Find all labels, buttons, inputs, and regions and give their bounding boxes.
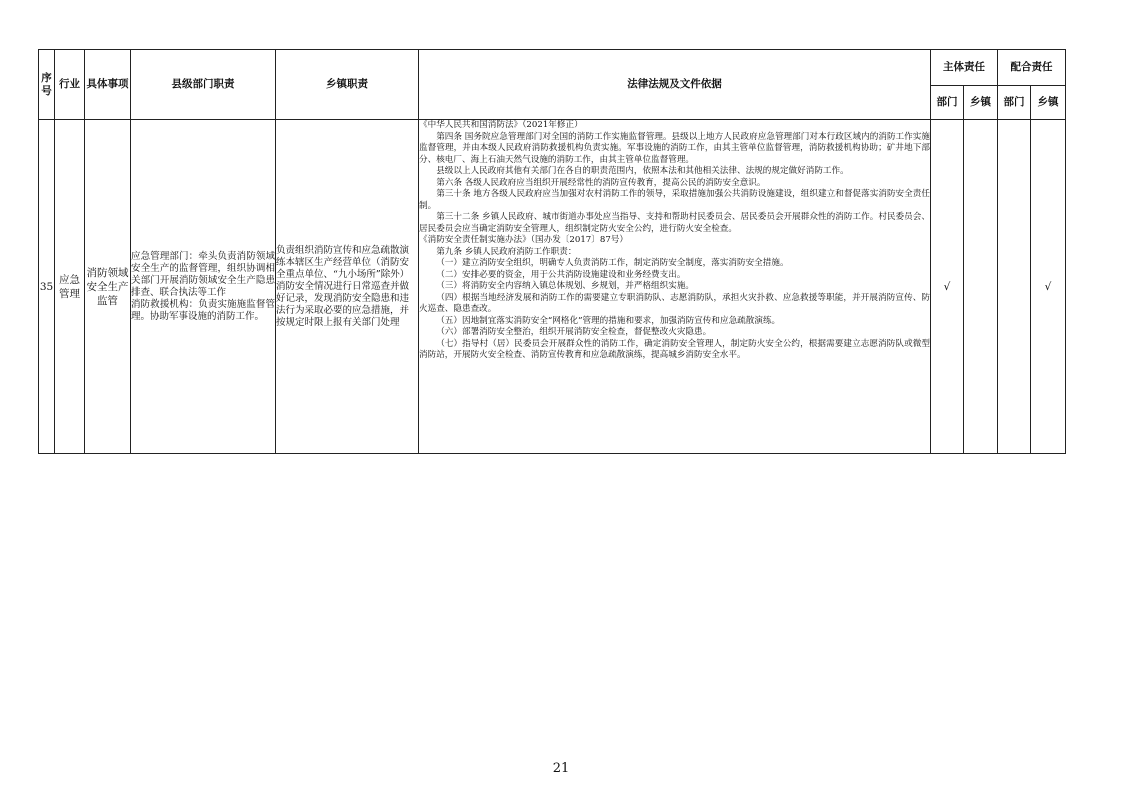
law-paragraph: 第三十条 地方各级人民政府应当加强对农村消防工作的领导，采取措施加强公共消防设施建设，组织建立和督促落实消防安全责任制。 [419,189,930,211]
row-seq: 35 [39,120,55,454]
law-paragraph: 第六条 各级人民政府应当组织开展经常性的消防宣传教育，提高公民的消防安全意识。 [436,177,766,188]
row-main-town-check [964,120,998,454]
law-paragraph: （六）部署消防安全整治，组织开展消防安全检查，督促整改火灾隐患。 [436,327,712,337]
law-paragraph: 第三十二条 乡镇人民政府、城市街道办事处应当指导、支持和帮助村民委员会、居民委员会开展群众性的消防工作。村民委员会、居民委员会应当确定消防安全管理人，组织制定防火安全公约，进行防火安全检查。 [419,212,930,234]
header-town-duty: 乡镇职责 [276,50,419,120]
law-paragraph: （五）因地制宜落实消防安全“网格化”管理的措施和要求，加强消防宣传和应急疏散演练。 [436,315,781,326]
header-main-dept: 部门 [931,86,964,120]
county-duty-paragraph: 应急管理部门：牵头负责消防领域安全生产的监督管理，组织协调相关部门开展消防领域安全生产隐患排查、联合执法等工作 [131,250,275,298]
law-paragraph: （三）将消防安全内容纳入镇总体规划、乡规划，并严格组织实施。 [436,281,695,291]
header-industry: 行业 [55,50,85,120]
law-paragraph: （七）指导村（居）民委员会开展群众性的消防工作，确定消防安全管理人，制定防火安全公约，根据需要建立志愿消防队或微型消防站，开展防火安全检查、消防宣传教育和应急疏散演练，提高城乡消防安全水平。 [419,338,930,360]
header-law-basis: 法律法规及文件依据 [419,50,931,120]
law-paragraph: 第四条 国务院应急管理部门对全国的消防工作实施监督管理。县级以上地方人民政府应急管理部门对本行政区域内的消防工作实施监督管理，并由本级人民政府消防救援机构负责实施。军事设施的消防工作，由其主管单位监督管理，消防救援机构协助；矿井地下部分、核电厂、海上石油天然气设施的消防工作，由其主管单位监督管理。 [419,131,930,165]
county-duty-paragraph: 消防救援机构：负责实施施监督管理。协助军事设施的消防工作。 [131,298,275,322]
header-coop-dept: 部门 [998,86,1031,120]
row-industry: 应急管理 [55,120,85,454]
header-seq: 序号 [39,50,55,120]
header-coop-responsibility: 配合责任 [998,50,1066,86]
law-paragraph: 县级以上人民政府其他有关部门在各自的职责范围内，依照本法和其他相关法律、法规的规定做好消防工作。 [436,166,849,176]
law-basis-text [419,120,930,362]
header-item: 具体事项 [85,50,131,120]
row-town-duty: 负责组织消防宣传和应急疏散演练本辖区生产经营单位（消防安全重点单位、“九小场所”除外）消防安全情况进行日常巡查并做好记录，发现消防安全隐患和违法行为采取必要的应急措施，并按规定时限上报有关部门处理 [276,120,419,454]
row-county-duty [131,120,276,454]
header-main-town: 乡镇 [964,86,998,120]
law-paragraph: （四）根据当地经济发展和消防工作的需要建立专职消防队、志愿消防队，承担火灾扑救、应急救援等职能，并开展消防宣传、防火巡查、隐患查改。 [419,292,930,314]
law-paragraph: （二）安排必要的资金，用于公共消防设施建设和业务经费支出。 [436,269,686,280]
row-law-basis [419,120,931,454]
header-coop-town: 乡镇 [1031,86,1066,120]
header-county-duty: 县级部门职责 [131,50,276,120]
law-paragraph: 第九条 乡镇人民政府消防工作职责： [436,246,577,257]
page-number: 21 [552,761,570,776]
law-paragraph: 《中华人民共和国消防法》（2021年修正） [419,120,583,130]
header-row-top [39,50,1066,86]
row-coop-dept-check [998,120,1031,454]
law-paragraph: 《消防安全责任制实施办法》（国办发〔2017〕87号） [419,235,628,245]
header-main-responsibility: 主体责任 [931,50,998,86]
row-coop-town-check: √ [1031,120,1066,454]
row-main-dept-check: √ [931,120,964,454]
table-row [39,120,1066,454]
row-item: 消防领域安全生产监管 [85,120,131,454]
law-paragraph: （一）建立消防安全组织，明确专人负责消防工作，制定消防安全制度，落实消防安全措施。 [436,258,789,268]
responsibility-table [38,49,1066,454]
